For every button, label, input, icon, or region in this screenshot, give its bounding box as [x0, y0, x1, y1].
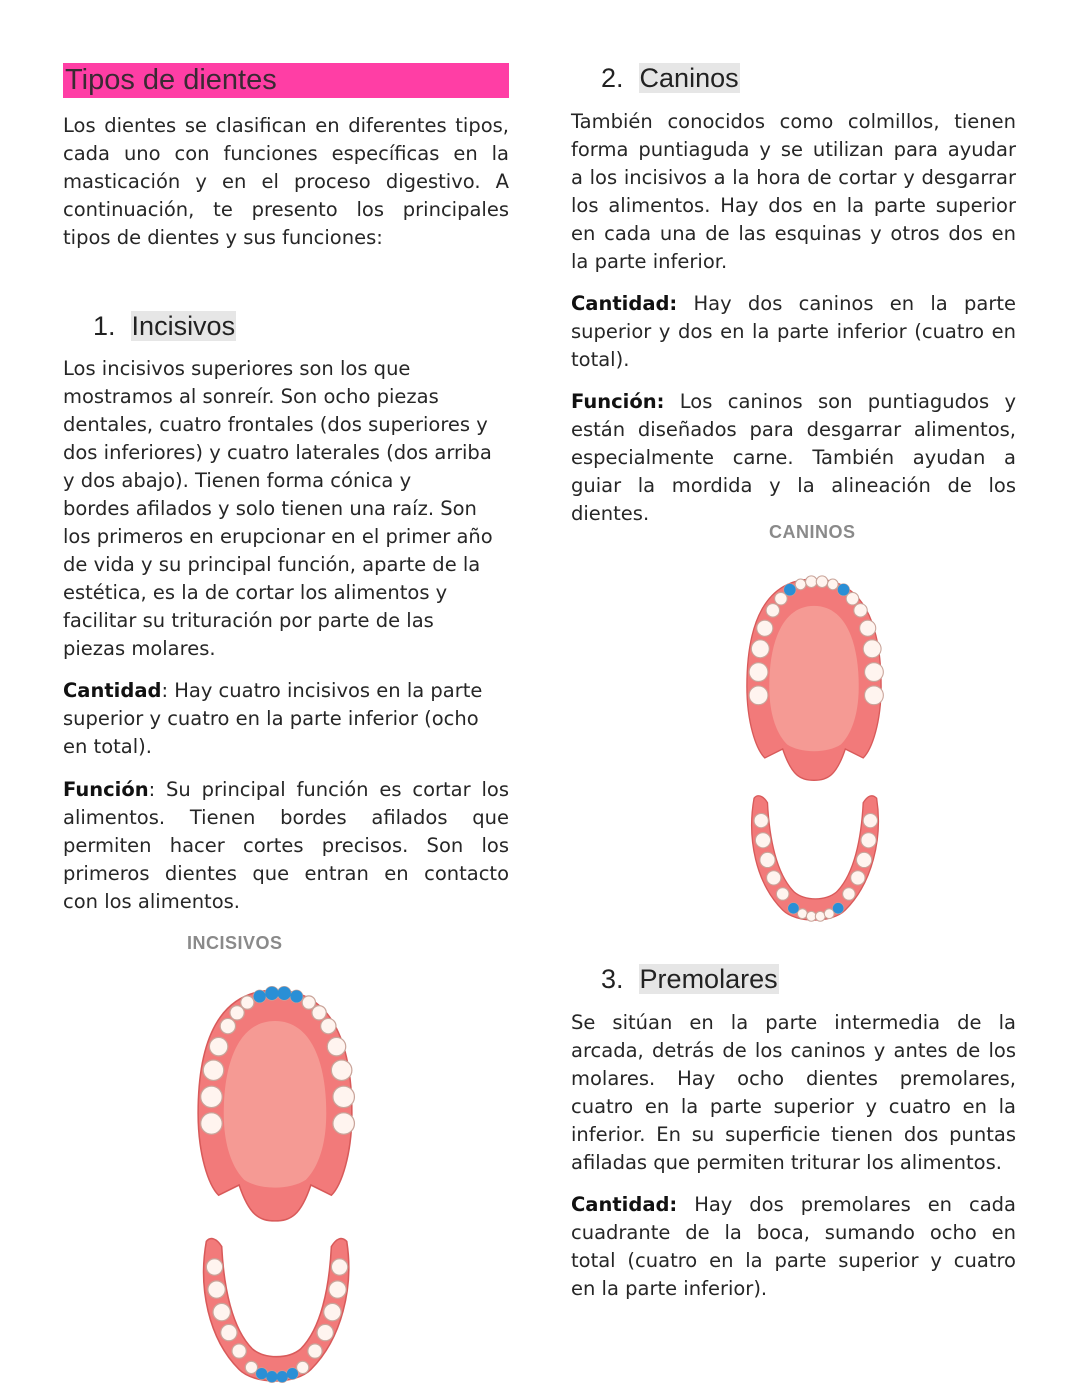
incisivos-funcion-line: primeros dientes que entran en contacto: [63, 862, 509, 885]
incisivos-figure-label: INCISIVOS: [187, 933, 283, 953]
intro-line: masticación y en el proceso digestivo. A: [63, 170, 509, 193]
caninos-cantidad-line: Hay dos caninos en la parte: [677, 292, 1016, 315]
premolares-description: [571, 1009, 1016, 1177]
incisivos-line: mostramos al sonreír. Son ocho piezas: [63, 385, 439, 408]
intro-line: Los dientes se clasifican en diferentes tipos,: [63, 114, 509, 137]
incisivos-line: facilitar su trituración por parte de las: [63, 609, 434, 632]
caninos-funcion-line: están diseñados para desgarrar alimentos,: [571, 418, 1016, 441]
caninos-funcion-label: Función:: [571, 390, 665, 413]
incisivos-heading-text: Incisivos: [131, 311, 236, 341]
incisivos-funcion-line: con los alimentos.: [63, 890, 240, 913]
incisivos-line: estética, es la de cortar los alimentos y: [63, 581, 448, 604]
incisivos-funcion: [63, 776, 509, 916]
caninos-figure-label: CANINOS: [769, 522, 856, 542]
caninos-cantidad: [571, 290, 1016, 374]
caninos-funcion: [571, 388, 1016, 528]
incisivos-cantidad-line: en total).: [63, 735, 152, 758]
premolares-heading: [601, 962, 779, 996]
incisivos-cantidad-line: superior y cuatro en la parte inferior (ocho: [63, 707, 479, 730]
incisivos-funcion-label: Función: [63, 778, 149, 801]
caninos-line: los alimentos. Hay dos en la parte superior: [571, 194, 1016, 217]
premolares-line: arcada, detrás de los caninos y antes de los: [571, 1039, 1016, 1062]
incisivos-line: dentales, cuatro frontales (dos superiores y: [63, 413, 488, 436]
caninos-cantidad-line: total).: [571, 348, 630, 371]
intro-line: continuación, te presento los principales: [63, 198, 509, 221]
caninos-line: la parte inferior.: [571, 250, 728, 273]
incisivos-line: piezas molares.: [63, 637, 216, 660]
intro-line: tipos de dientes y sus funciones:: [63, 226, 383, 249]
caninos-cantidad-label: Cantidad:: [571, 292, 678, 315]
caninos-funcion-line: Los caninos son puntiagudos y: [664, 390, 1016, 413]
incisivos-line: los primeros en erupcionar en el primer año: [63, 525, 493, 548]
caninos-line: en cada una de las esquinas y otros dos en: [571, 222, 1016, 245]
incisivos-funcion-line: : Su principal función es cortar los: [148, 778, 509, 801]
premolares-line: inferior. En su superficie tienen dos puntas: [571, 1123, 1016, 1146]
intro-line: cada uno con funciones específicas en la: [63, 142, 509, 165]
caninos-line: También conocidos como colmillos, tienen: [571, 110, 1016, 133]
incisivos-funcion-line: permiten hacer cortes precisos. Son los: [63, 834, 509, 857]
premolares-line: molares. Hay ocho dientes premolares,: [571, 1067, 1016, 1090]
premolares-cantidad: [571, 1191, 1016, 1303]
incisivos-line: dos inferiores) y cuatro laterales (dos arriba: [63, 441, 492, 464]
incisivos-cantidad-line: : Hay cuatro incisivos en la parte: [161, 679, 483, 702]
caninos-funcion-line: dientes.: [571, 502, 650, 525]
incisivos-funcion-line: alimentos. Tienen bordes afilados que: [63, 806, 509, 829]
page-title: Tipos de dientes: [63, 63, 509, 98]
caninos-funcion-line: guiar la mordida y la alineación de los: [571, 474, 1016, 497]
premolares-cantidad-line: en la parte inferior).: [571, 1277, 768, 1300]
premolares-heading-text: Premolares: [639, 964, 778, 994]
incisivos-line: de vida y su principal función, aparte de la: [63, 553, 481, 576]
incisivos-heading: [93, 309, 236, 343]
incisivos-line: bordes afilados y solo tienen una raíz. Son: [63, 497, 477, 520]
caninos-cantidad-line: superior y dos en la parte inferior (cuatro en: [571, 320, 1016, 343]
caninos-heading-text: Caninos: [639, 63, 739, 93]
premolares-cantidad-line: total (cuatro en la parte superior y cuatro: [571, 1249, 1016, 1272]
premolares-cantidad-line: cuadrante de la boca, sumando ocho en: [571, 1221, 1016, 1244]
caninos-heading-number: 2.: [601, 63, 624, 93]
incisivos-cantidad: [63, 677, 509, 761]
premolares-line: Se sitúan en la parte intermedia de la: [571, 1011, 1016, 1034]
intro-paragraph: [63, 112, 509, 252]
incisivos-line: y dos abajo). Tienen forma cónica y: [63, 469, 412, 492]
caninos-line: a los incisivos a la hora de cortar y desgarrar: [571, 166, 1016, 189]
caninos-funcion-line: especialmente carne. También ayudan a: [571, 446, 1016, 469]
incisivos-dental-arch-illustration: [145, 980, 405, 1390]
caninos-line: forma puntiaguda y se utilizan para ayudar: [571, 138, 1016, 161]
caninos-dental-arch-illustration: [729, 566, 899, 932]
incisivos-description: [63, 355, 509, 663]
premolares-line: afiladas que permiten triturar los alimentos.: [571, 1151, 1002, 1174]
premolares-cantidad-line: Hay dos premolares en cada: [677, 1193, 1016, 1216]
caninos-heading: [601, 61, 740, 95]
caninos-description: [571, 108, 1016, 276]
incisivos-heading-number: 1.: [93, 311, 116, 341]
incisivos-cantidad-label: Cantidad: [63, 679, 162, 702]
premolares-line: cuatro en la parte superior y cuatro en la: [571, 1095, 1016, 1118]
incisivos-line: Los incisivos superiores son los que: [63, 357, 411, 380]
premolares-heading-number: 3.: [601, 964, 624, 994]
premolares-cantidad-label: Cantidad:: [571, 1193, 678, 1216]
